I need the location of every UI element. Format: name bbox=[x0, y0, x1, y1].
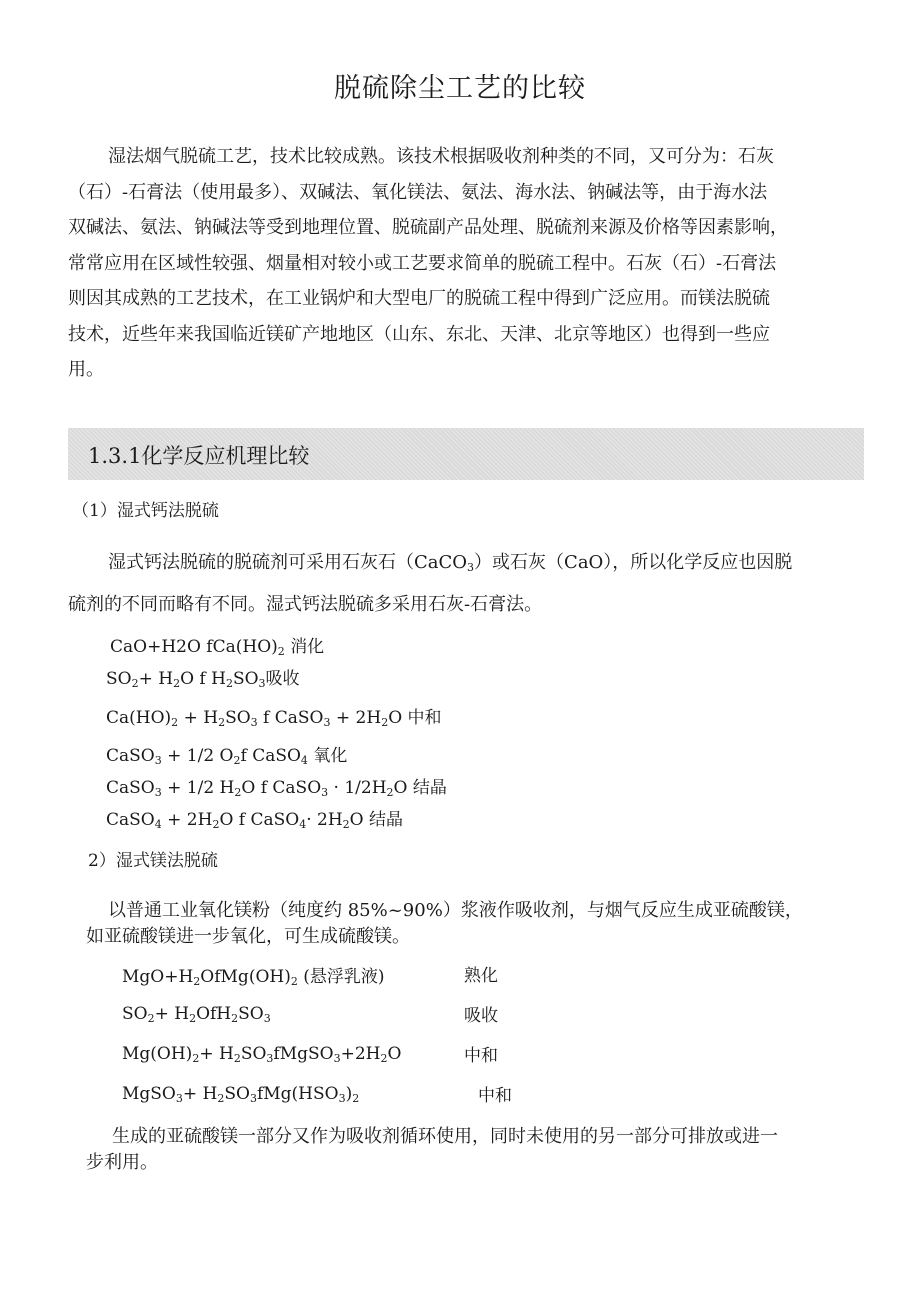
equation-mg-slaking-note: 熟化 bbox=[464, 966, 498, 986]
magnesium-description-line-2: 如亚硫酸镁进一步氧化，可生成硫酸镁。 bbox=[86, 926, 410, 947]
magnesium-subheading: 2）湿式镁法脱硫 bbox=[88, 851, 218, 871]
intro-line: 常常应用在区域性较强、烟量相对较小或工艺要求简单的脱硫工程中。石灰（石）-石膏法 bbox=[68, 252, 777, 274]
equation-crystallization-sulfite: CaSO$_3$ + 1/2 $H_2O$ f CaSO$_3$ · $1/2H_2O$ 结晶 bbox=[106, 778, 447, 799]
page-title: 脱硫除尘工艺的比较 bbox=[334, 73, 586, 104]
equation-mg-bisulfite: MgSO$_3$+ $H_2SO_3fMg(HSO_3)_2$ bbox=[122, 1084, 360, 1105]
equation-mg-neutralization-note: 中和 bbox=[464, 1046, 498, 1066]
equation-slaking: CaO+H2O $fCa(HO)_2$ 消化 bbox=[110, 637, 325, 658]
intro-line: 双碱法、氨法、钠碱法等受到地理位置、脱硫副产品处理、脱硫剂来源及价格等因素影响， bbox=[68, 217, 788, 238]
closing-line-1: 生成的亚硫酸镁一部分又作为吸收剂循环使用，同时未使用的另一部分可排放或进一 bbox=[112, 1126, 778, 1147]
calcium-subheading: （1）湿式钙法脱硫 bbox=[72, 501, 219, 521]
intro-line: （石）-石膏法（使用最多）、双碱法、氧化镁法、氨法、海水法、钠碱法等，由于海水法 bbox=[68, 181, 768, 203]
equation-mg-slaking: $MgO+H_2OfMg(OH)_2$ (悬浮乳液) bbox=[122, 967, 385, 988]
calcium-description-line-1: 湿式钙法脱硫的脱硫剂可采用石灰石（CaCO$_3$）或石灰（CaO），所以化学反应也因脱 bbox=[108, 552, 793, 574]
equation-mg-bisulfite-note: 中和 bbox=[478, 1086, 512, 1106]
intro-line: 技术，近些年来我国临近镁矿产地地区（山东、东北、天津、北京等地区）也得到一些应 bbox=[68, 323, 770, 345]
intro-line: 则因其成熟的工艺技术，在工业锅炉和大型电厂的脱硫工程中得到广泛应用。而镁法脱硫 bbox=[68, 288, 770, 309]
intro-line: 湿法烟气脱硫工艺，技术比较成熟。该技术根据吸收剂种类的不同，又可分为：石灰 bbox=[108, 146, 774, 167]
equation-mg-absorption: $SO_2+ H_2OfH_2SO_3$ bbox=[122, 1004, 271, 1025]
closing-line-2: 步利用。 bbox=[86, 1152, 158, 1173]
equation-oxidation: CaSO$_3$ + 1/2 $O_2f$ CaSO$_4$ 氧化 bbox=[106, 746, 348, 767]
intro-paragraph bbox=[68, 139, 848, 388]
equation-mg-absorption-note: 吸收 bbox=[464, 1006, 498, 1026]
magnesium-description-line-1: 以普通工业氧化镁粉（纯度约 85%~90%）浆液作吸收剂，与烟气反应生成亚硫酸镁， bbox=[108, 900, 803, 921]
equation-absorption: $SO_2+ H_2O$ f $H_2SO_3$吸收 bbox=[106, 669, 300, 690]
equation-mg-neutralization: $Mg(OH)_2+$ $H_2SO_3fMgSO_3+2H_2O$ bbox=[122, 1044, 402, 1065]
intro-line: 用。 bbox=[68, 359, 104, 380]
calcium-description-line-2: 硫剂的不同而略有不同。湿式钙法脱硫多采用石灰-石膏法。 bbox=[68, 594, 543, 615]
equation-neutralization: $Ca(HO)_2 + H_2SO_3$ f CaSO$_3$ + $2H_2O$ 中和 bbox=[106, 708, 442, 729]
equation-crystallization-sulfate: CaSO$_4$ + $2H_2O$ f CaSO$_4$· $2H_2O$ 结晶 bbox=[106, 810, 403, 831]
section-heading: 1.3.1化学反应机理比较 bbox=[88, 444, 310, 468]
